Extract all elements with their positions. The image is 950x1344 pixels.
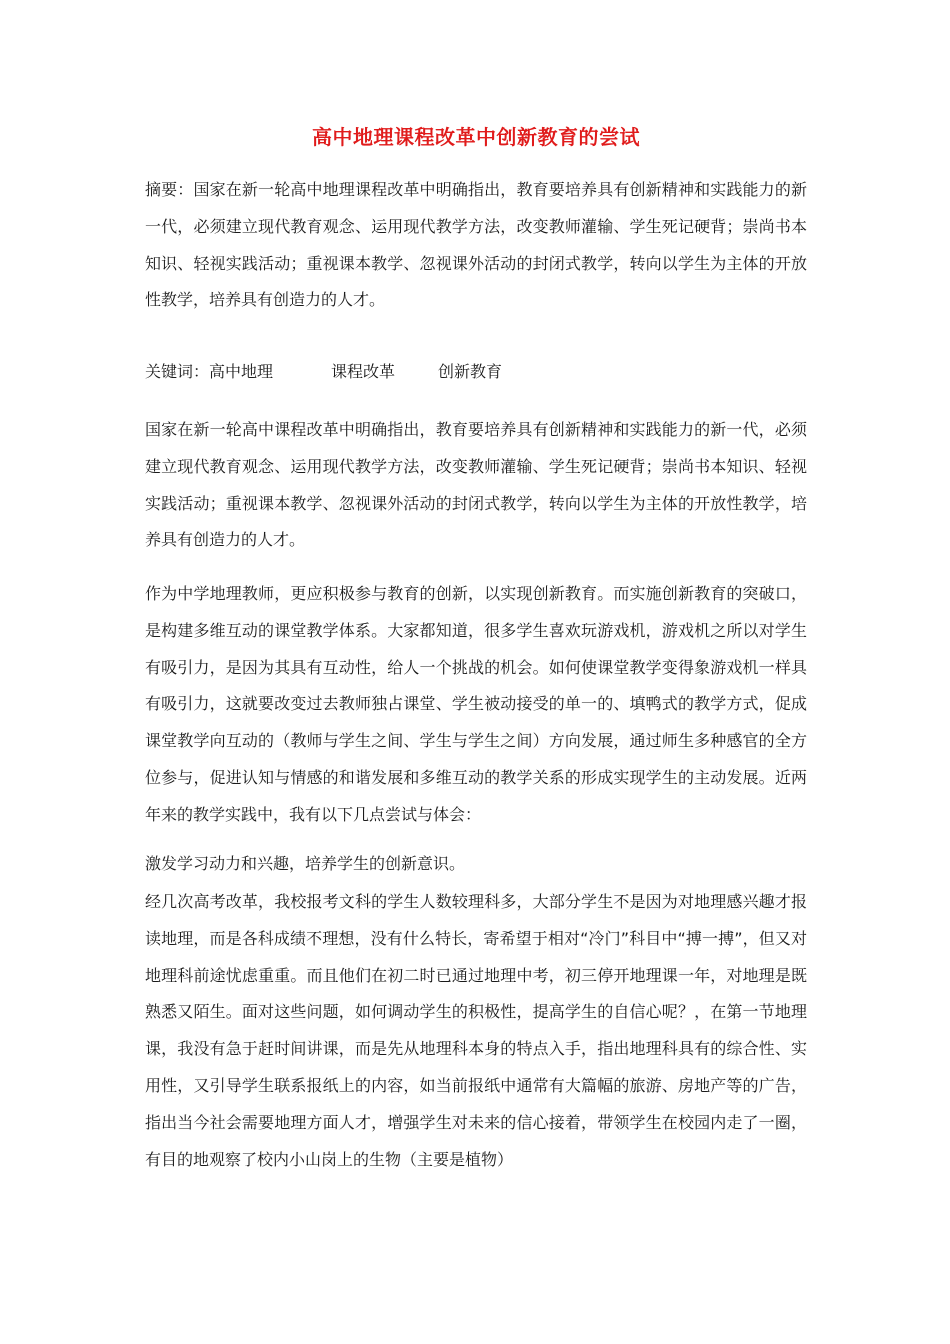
keyword-item: 创新教育 bbox=[438, 362, 503, 381]
abstract-paragraph: 摘要：国家在新一轮高中地理课程改革中明确指出，教育要培养具有创新精神和实践能力的新一代，必须建立现代教育观念、运用现代教学方法，改变教师灌输、学生死记硬背；崇尚书本知识、轻视实践活动；重视课本教学、忽视课外活动的封闭式教学，转向以学生为主体的开放性教学，培养具有创造力的人才。 bbox=[145, 180, 807, 310]
keywords-line bbox=[145, 358, 502, 386]
body-paragraph: 作为中学地理教师，更应积极参与教育的创新，以实现创新教育。而实施创新教育的突破口，是构建多维互动的课堂教学体系。大家都知道，很多学生喜欢玩游戏机，游戏机之所以对学生有吸引力，是因为其具有互动性，给人一个挑战的机会。如何使课堂教学变得象游戏机一样具有吸引力，这就要改变过去教师独占课堂、学生被动接受的单一的、填鸭式的教学方式，促成课堂教学向互动的（教师与学生之间、学生与学生之间）方向发展，通过师生多种感官的全方位参与，促进认知与情感的和谐发展和多维互动的教学关系的形成实现学生的主动发展。近两年来的教学实践中，我有以下几点尝试与体会： bbox=[145, 584, 807, 824]
body-paragraph: 国家在新一轮高中课程改革中明确指出，教育要培养具有创新精神和实践能力的新一代，必须建立现代教育观念、运用现代教学方法，改变教师灌输、学生死记硬背；崇尚书本知识、轻视实践活动；重视课本教学、忽视课外活动的封闭式教学，转向以学生为主体的开放性教学，培养具有创造力的人才。 bbox=[145, 420, 807, 550]
keyword-item: 课程改革 bbox=[331, 362, 396, 381]
keyword-item: 高中地理 bbox=[209, 362, 274, 381]
body-paragraph: 经几次高考改革，我校报考文科的学生人数较理科多，大部分学生不是因为对地理感兴趣才报读地理，而是各科成绩不理想，没有什么特长，寄希望于相对“冷门”科目中“搏一搏”，但又对地理科前途忧虑重重。而且他们在初二时已通过地理中考，初三停开地理课一年，对地理是既熟悉又陌生。面对这些问题，如何调动学生的积极性，提高学生的自信心呢？，在第一节地理课，我没有急于赶时间讲课，而是先从地理科本身的特点入手，指出地理科具有的综合性、实用性，又引导学生联系报纸上的内容，如当前报纸中通常有大篇幅的旅游、房地产等的广告，指出当今社会需要地理方面人才，增强学生对未来的信心接着，带领学生在校园内走了一圈，有目的地观察了校内小山岗上的生物（主要是植物） bbox=[145, 892, 807, 1169]
document-title: 高中地理课程改革中创新教育的尝试 bbox=[312, 125, 640, 149]
section-heading: 激发学习动力和兴趣，培养学生的创新意识。 bbox=[145, 854, 466, 873]
keywords-label: 关键词： bbox=[145, 362, 210, 381]
